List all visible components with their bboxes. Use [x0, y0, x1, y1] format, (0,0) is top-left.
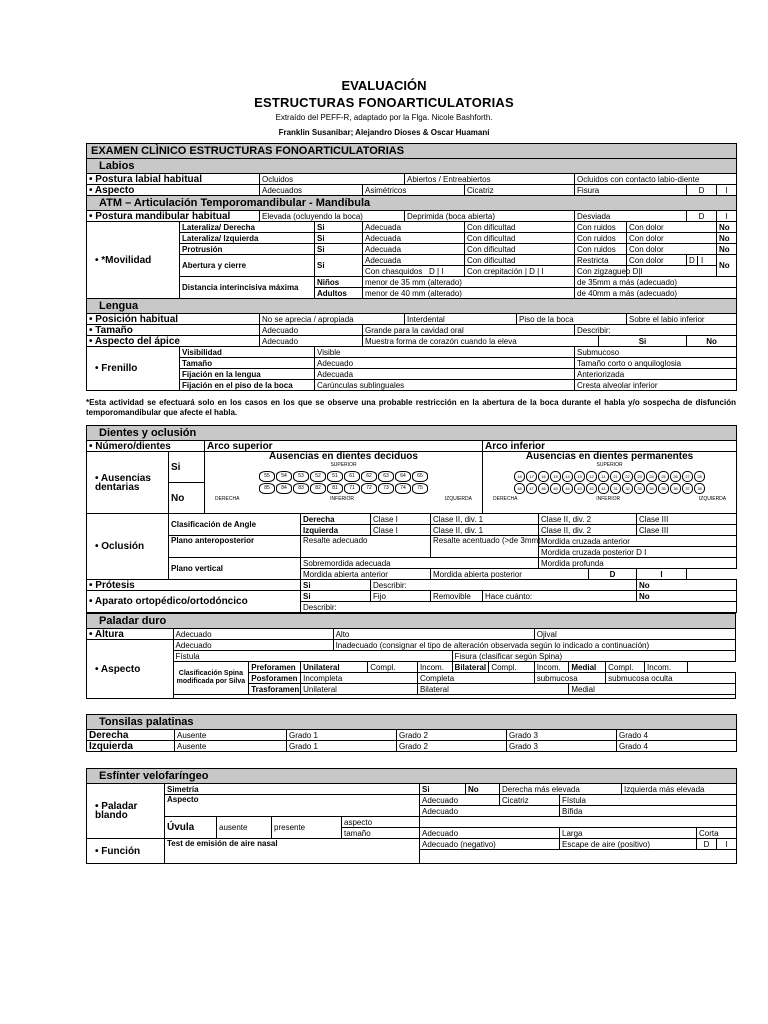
- movilidad-label: • *Movilidad: [87, 222, 180, 299]
- option-deprimida[interactable]: Deprimida (boca abierta): [405, 211, 575, 222]
- dientes-title: Dientes y oclusión: [87, 426, 737, 441]
- tonsilas-table: [86, 714, 737, 752]
- option-adecuados[interactable]: Adecuados: [260, 185, 363, 196]
- option-compl[interactable]: Compl.: [368, 662, 418, 673]
- option-no[interactable]: No: [717, 244, 737, 255]
- tooth-31[interactable]: 31: [610, 483, 621, 494]
- option-clase-3[interactable]: Clase III: [637, 525, 737, 536]
- option-grado-1[interactable]: Grado 1: [287, 730, 397, 741]
- option-con-dificultad[interactable]: Con dificultad: [465, 222, 575, 233]
- option-completa[interactable]: Completa: [417, 673, 534, 684]
- option-con-dolor[interactable]: Con dolor: [627, 244, 717, 255]
- option-clase-1[interactable]: Clase I: [371, 514, 431, 525]
- inferior-label: INFERIOR: [330, 496, 355, 502]
- oclusion-label: • Oclusión: [87, 514, 169, 580]
- option-inadecuado[interactable]: Inadecuado (consignar el tipo de alteración observada según lo indicado a continuación): [333, 640, 735, 651]
- option-i-text: I: [697, 256, 703, 265]
- option-si[interactable]: Si: [420, 784, 466, 795]
- option-no-se-aprecia[interactable]: No se aprecia / apropiada: [260, 314, 405, 325]
- option-con-dificultad[interactable]: Con dificultad: [465, 244, 575, 255]
- tooth-32[interactable]: 32: [622, 483, 633, 494]
- paladar-duro-title: Paladar duro: [87, 614, 736, 629]
- option-alto[interactable]: Alto: [333, 629, 534, 640]
- tooth-13[interactable]: 13: [574, 471, 585, 482]
- derecha-label: DERECHA: [215, 496, 240, 502]
- crepitacion-text: Con crepitación: [467, 266, 523, 276]
- option-adecuada[interactable]: Adecuada: [363, 222, 465, 233]
- deciduos-title: Ausencias en dientes deciduos: [269, 451, 418, 462]
- option-resalte-acentuado[interactable]: Resalte acentuado (>de 3mm): [431, 536, 539, 558]
- tooth-16[interactable]: 16: [538, 471, 549, 482]
- tooth-42[interactable]: 42: [586, 483, 597, 494]
- tooth-24[interactable]: 24: [646, 471, 657, 482]
- option-con-dificultad[interactable]: Con dificultad: [465, 233, 575, 244]
- frenillo-label: • Frenillo: [87, 347, 180, 391]
- aparato-label: • Aparato ortopédico/ortodóncico: [87, 591, 301, 613]
- tooth-25[interactable]: 25: [658, 471, 669, 482]
- option-elevada[interactable]: Elevada (ocluyendo la boca): [260, 211, 405, 222]
- option-grado-4[interactable]: Grado 4: [617, 730, 737, 741]
- option-derecha-elevada[interactable]: Derecha más elevada: [500, 784, 622, 795]
- option-clase-2-div-1[interactable]: Clase II, div. 1: [431, 514, 539, 525]
- option-ausente[interactable]: Ausente: [175, 741, 287, 752]
- frenillo-option[interactable]: Adecuado: [315, 358, 575, 369]
- option-fistula[interactable]: Fístula: [560, 795, 737, 806]
- option-compl[interactable]: Compl.: [606, 662, 645, 673]
- paladar-duro-table: [86, 613, 736, 699]
- permanentes-title: Ausencias en dientes permanentes: [525, 451, 694, 462]
- option-mordida-abierta-anterior[interactable]: Mordida abierta anterior: [301, 569, 431, 580]
- tooth-34[interactable]: 34: [646, 483, 657, 494]
- tooth-33[interactable]: 33: [634, 483, 645, 494]
- option-con-dolor[interactable]: Con dolor: [627, 222, 717, 233]
- option-asimetricos[interactable]: Asimétricos: [363, 185, 465, 196]
- tooth-45[interactable]: 45: [550, 483, 561, 494]
- tooth-12[interactable]: 12: [586, 471, 597, 482]
- option-adecuada[interactable]: Adecuada: [363, 233, 465, 244]
- option-si[interactable]: Si: [301, 580, 371, 591]
- vertical-label: Plano vertical: [169, 558, 301, 580]
- tooth-46[interactable]: 46: [538, 483, 549, 494]
- tooth-85[interactable]: 85: [259, 483, 275, 494]
- option-adultos-adecuado[interactable]: de 40mm a más (adecuado): [575, 288, 737, 299]
- option-d-text: D: [529, 266, 535, 276]
- esfinter-section: [86, 768, 736, 864]
- option-adecuado[interactable]: Adecuado: [420, 806, 560, 817]
- option-i[interactable]: I: [717, 211, 737, 222]
- option-no[interactable]: No: [637, 591, 737, 602]
- tooth-48[interactable]: 48: [514, 483, 525, 494]
- option-no[interactable]: No: [717, 222, 737, 233]
- esfinter-title: Esfínter velofaríngeo: [87, 769, 737, 784]
- footnote: *Esta actividad se efectuará solo en los casos en los que se observe una probable restricción en la abertura de la boca durante el habla y/o sospecha de disfunción temporomandibular que afecte el habla.: [86, 398, 736, 417]
- option-con-dolor[interactable]: Con dolor: [627, 233, 717, 244]
- doc-subtitle: ESTRUCTURAS FONOARTICULATORIAS: [254, 95, 514, 110]
- option-ocluidos-contacto[interactable]: Ocluidos con contacto labio-diente: [575, 174, 737, 185]
- describir-field[interactable]: Describir:: [575, 325, 737, 336]
- option-con-chasquidos[interactable]: Con chasquidos D | I: [363, 266, 465, 277]
- option-i[interactable]: I: [717, 839, 737, 850]
- option-ojival[interactable]: Ojival: [534, 629, 735, 640]
- postura-mandibular-label: • Postura mandibular habitual: [87, 211, 260, 222]
- option-i-text: I: [441, 266, 444, 276]
- deciduos-superior-row: [207, 471, 480, 482]
- numero-dientes-label: • Número/dientes: [87, 441, 205, 452]
- uvula-label: Úvula: [165, 817, 217, 839]
- tooth-63[interactable]: 63: [378, 471, 394, 482]
- option-corta[interactable]: Corta: [697, 828, 737, 839]
- tooth-55[interactable]: 55: [259, 471, 275, 482]
- tonsilas-title: Tonsilas palatinas: [87, 715, 737, 730]
- option-si[interactable]: Si: [169, 452, 205, 483]
- option-grado-4[interactable]: Grado 4: [617, 741, 737, 752]
- option-grande[interactable]: Grande para la cavidad oral: [363, 325, 575, 336]
- lengua-title: Lengua: [87, 299, 737, 314]
- arco-inferior-field[interactable]: Arco inferior: [483, 441, 737, 452]
- option-ocluidos[interactable]: Ocluidos: [260, 174, 405, 185]
- ausencias-label: • Ausencias dentarias: [87, 452, 169, 514]
- option-piso-boca[interactable]: Piso de la boca: [517, 314, 627, 325]
- tooth-52[interactable]: 52: [310, 471, 326, 482]
- option-removible[interactable]: Removible: [431, 591, 483, 602]
- lat-der-label: Lateraliza/ Derecha: [180, 222, 315, 233]
- angle-label: Clasificación de Angle: [169, 514, 301, 536]
- tooth-44[interactable]: 44: [562, 483, 573, 494]
- option-grado-3[interactable]: Grado 3: [507, 741, 617, 752]
- aspecto-sub-label: aspecto: [342, 817, 420, 828]
- medial-label: Medial: [569, 662, 606, 673]
- option-no[interactable]: No: [466, 784, 500, 795]
- hace-cuanto-field[interactable]: Hace cuánto:: [483, 591, 637, 602]
- derecha-label: Derecha: [301, 514, 371, 525]
- permanentes-superior-row: [485, 471, 734, 482]
- option-incom[interactable]: Incom.: [534, 662, 569, 673]
- protesis-label: • Prótesis: [87, 580, 301, 591]
- lat-izq-label: Lateraliza/ Izquierda: [180, 233, 315, 244]
- spina-label: Clasificación Spina modificada por Silva: [173, 662, 249, 695]
- chasquidos-text: Con chasquidos: [365, 266, 423, 276]
- option-i-text: I: [541, 266, 544, 276]
- tamano-sub-label: tamaño: [342, 828, 420, 839]
- option-con-ruidos[interactable]: Con ruidos: [575, 244, 627, 255]
- exam-section-1: [86, 143, 736, 391]
- tooth-74[interactable]: 74: [395, 483, 411, 494]
- option-si[interactable]: Si: [315, 244, 363, 255]
- labios-title: Labios: [87, 159, 737, 174]
- option-d-text: D: [632, 266, 639, 276]
- option-mordida-cruzada-posterior[interactable]: Mordida cruzada posterior D I: [539, 547, 737, 558]
- option-presente[interactable]: presente: [272, 817, 342, 839]
- atm-title: ATM – Articulación Temporomandibular - Mandíbula: [87, 196, 737, 211]
- tamano-label: • Tamaño: [87, 325, 260, 336]
- izquierda-label: IZQUIERDA: [698, 496, 727, 502]
- unilateral-label: Unilateral: [301, 662, 368, 673]
- frenillo-row-label: Visibilidad: [180, 347, 315, 358]
- option-bifida[interactable]: Bífida: [560, 806, 737, 817]
- option-adecuado[interactable]: Adecuado: [260, 336, 363, 347]
- protrusion-label: Protrusión: [180, 244, 315, 255]
- izquierda-label: Izquierda: [301, 525, 371, 536]
- option-d[interactable]: D: [589, 569, 637, 580]
- frenillo-row-label: Fijación en el piso de la boca: [180, 380, 315, 391]
- aspecto-labios-label: • Aspecto: [87, 185, 260, 196]
- tooth-11[interactable]: 11: [598, 471, 609, 482]
- posforamen-label: Posforamen: [249, 673, 301, 684]
- tooth-47[interactable]: 47: [526, 483, 537, 494]
- frenillo-option[interactable]: Cresta alveolar inferior: [575, 380, 737, 391]
- exam-table-1: [86, 143, 737, 391]
- tooth-82[interactable]: 82: [310, 483, 326, 494]
- option-grado-1[interactable]: Grado 1: [287, 741, 397, 752]
- tooth-35[interactable]: 35: [658, 483, 669, 494]
- option-larga[interactable]: Larga: [560, 828, 697, 839]
- option-ausente[interactable]: Ausente: [175, 730, 287, 741]
- deciduos-chart: [205, 452, 483, 514]
- tooth-62[interactable]: 62: [361, 471, 377, 482]
- tooth-51[interactable]: 51: [327, 471, 343, 482]
- doc-authors: Franklin Susanibar; Alejandro Dioses & Oscar Huamaní: [278, 128, 490, 137]
- tooth-22[interactable]: 22: [622, 471, 633, 482]
- option-adecuada[interactable]: Adecuada: [363, 255, 465, 266]
- option-no[interactable]: No: [717, 255, 737, 277]
- simetria-label: Simetría: [165, 784, 420, 795]
- zigzagueo-text: Con zigzagueo: [577, 266, 631, 276]
- option-grado-2[interactable]: Grado 2: [397, 741, 507, 752]
- option-con-ruidos[interactable]: Con ruidos: [575, 222, 627, 233]
- option-compl[interactable]: Compl.: [489, 662, 534, 673]
- tooth-18[interactable]: 18: [514, 471, 525, 482]
- option-si[interactable]: Si: [599, 336, 687, 347]
- option-si[interactable]: Si: [315, 233, 363, 244]
- arco-superior-field[interactable]: Arco superior: [205, 441, 483, 452]
- option-d[interactable]: D: [687, 211, 717, 222]
- option-adecuado[interactable]: Adecuado: [420, 828, 560, 839]
- tonsilas-section: [86, 714, 736, 752]
- option-medial[interactable]: Medial: [569, 684, 736, 695]
- exam-section-2: [86, 425, 736, 699]
- option-adecuada[interactable]: Adecuada: [363, 244, 465, 255]
- abertura-label: Abertura y cierre: [180, 255, 315, 277]
- tooth-73[interactable]: 73: [378, 483, 394, 494]
- deciduos-inferior-row: [207, 483, 480, 494]
- option-d[interactable]: [687, 255, 717, 266]
- option-grado-3[interactable]: Grado 3: [507, 730, 617, 741]
- aspecto-label: Aspecto: [165, 795, 420, 817]
- option-cicatriz[interactable]: Cicatriz: [500, 795, 560, 806]
- option-no[interactable]: No: [169, 483, 205, 514]
- tooth-81[interactable]: 81: [327, 483, 343, 494]
- tooth-14[interactable]: 14: [562, 471, 573, 482]
- tooth-26[interactable]: 26: [670, 471, 681, 482]
- posicion-label: • Posición habitual: [87, 314, 260, 325]
- option-forma-corazon[interactable]: Muestra forma de corazón cuando la eleva: [363, 336, 599, 347]
- option-adecuado[interactable]: Adecuado: [173, 640, 333, 651]
- tooth-64[interactable]: 64: [395, 471, 411, 482]
- option-adecuado-negativo[interactable]: Adecuado (negativo): [420, 839, 560, 850]
- tooth-17[interactable]: 17: [526, 471, 537, 482]
- derecha-label: DERECHA: [493, 496, 518, 502]
- anteroposterior-label: Plano anteroposterior: [169, 536, 301, 558]
- option-fijo[interactable]: Fijo: [371, 591, 431, 602]
- superior-label: SUPERIOR: [596, 462, 623, 468]
- option-izquierda-elevada[interactable]: Izquierda más elevada: [622, 784, 737, 795]
- option-fisura[interactable]: Fisura: [575, 185, 687, 196]
- option-incom[interactable]: Incom.: [417, 662, 452, 673]
- option-unilateral[interactable]: Unilateral: [301, 684, 418, 695]
- paladar-blando-label: • Paladar blando: [87, 784, 165, 839]
- option-con-zigzagueo[interactable]: Con zigzagueo D|I: [575, 266, 627, 277]
- superior-label: SUPERIOR: [330, 462, 357, 468]
- option-no[interactable]: No: [637, 580, 737, 591]
- altura-label: • Altura: [87, 629, 174, 640]
- option-cicatriz[interactable]: Cicatriz: [465, 185, 575, 196]
- tooth-61[interactable]: 61: [344, 471, 360, 482]
- option-con-dificultad[interactable]: Con dificultad: [465, 255, 575, 266]
- frenillo-option[interactable]: Submucoso: [575, 347, 737, 358]
- option-bilateral[interactable]: Bilateral: [417, 684, 568, 695]
- option-d[interactable]: D: [687, 185, 717, 196]
- option-clase-1[interactable]: Clase I: [371, 525, 431, 536]
- tooth-36[interactable]: 36: [670, 483, 681, 494]
- option-sobremordida[interactable]: Sobremordida adecuada: [301, 558, 539, 569]
- doc-source: Extraído del PEFF-R, adaptado por la Flga. Nicole Bashforth.: [275, 113, 493, 122]
- frenillo-option[interactable]: Visible: [315, 347, 575, 358]
- option-clase-3[interactable]: Clase III: [637, 514, 737, 525]
- tonsila-izquierda-label: Izquierda: [87, 741, 175, 752]
- option-incom[interactable]: Incom.: [645, 662, 688, 673]
- tooth-38[interactable]: 38: [694, 483, 705, 494]
- spacer: [420, 850, 737, 864]
- describir-field[interactable]: Describir:: [301, 602, 737, 613]
- tooth-23[interactable]: 23: [634, 471, 645, 482]
- option-clase-2-div-2[interactable]: Clase II, div. 2: [539, 514, 637, 525]
- exam-table-2: [86, 425, 737, 613]
- option-incompleta[interactable]: Incompleta: [301, 673, 418, 684]
- tooth-28[interactable]: 28: [694, 471, 705, 482]
- option-escape-positivo[interactable]: Escape de aire (positivo): [560, 839, 697, 850]
- funcion-label: • Función: [87, 839, 165, 864]
- frenillo-row-label: Fijación en la lengua: [180, 369, 315, 380]
- option-fisura[interactable]: Fisura (clasificar según Spina): [452, 651, 735, 662]
- izquierda-label: IZQUIERDA: [444, 496, 472, 502]
- tooth-21[interactable]: 21: [610, 471, 621, 482]
- apice-label: • Aspecto del ápice: [87, 336, 260, 347]
- option-submucosa-oculta[interactable]: submucosa oculta: [606, 673, 736, 684]
- option-no[interactable]: No: [717, 233, 737, 244]
- permanentes-inferior-row: [485, 483, 734, 494]
- tooth-72[interactable]: 72: [361, 483, 377, 494]
- option-i-text: I: [640, 266, 643, 276]
- option-ninos-alterado[interactable]: menor de 35 mm (alterado): [363, 277, 575, 288]
- describir-field[interactable]: Describir:: [371, 580, 637, 591]
- option-con-crepitacion[interactable]: Con crepitación | D | I: [465, 266, 575, 277]
- option-clase-2-div-2[interactable]: Clase II, div. 2: [539, 525, 637, 536]
- option-submucosa[interactable]: submucosa: [534, 673, 605, 684]
- option-con-dolor[interactable]: Con dolor: [627, 255, 687, 266]
- bilateral-label: Bilateral: [452, 662, 489, 673]
- option-i[interactable]: I: [637, 569, 687, 580]
- ninos-label: Niños: [315, 277, 363, 288]
- option-adultos-alterado[interactable]: menor de 40 mm (alterado): [363, 288, 575, 299]
- tooth-75[interactable]: 75: [412, 483, 428, 494]
- option-si[interactable]: Si: [301, 591, 371, 602]
- exam-title: EXAMEN CLÌNICO ESTRUCTURAS FONOARTICULATORIAS: [87, 144, 737, 159]
- inferior-label: INFERIOR: [596, 496, 621, 502]
- option-abiertos[interactable]: Abiertos / Entreabiertos: [405, 174, 575, 185]
- frenillo-option[interactable]: Anteriorizada: [575, 369, 737, 380]
- option-restricta[interactable]: Restricta: [575, 255, 627, 266]
- option-i[interactable]: I: [717, 185, 737, 196]
- option-clase-2-div-1[interactable]: Clase II, div. 1: [431, 525, 539, 536]
- tooth-65[interactable]: 65: [412, 471, 428, 482]
- permanentes-chart: [483, 452, 737, 514]
- option-no[interactable]: No: [687, 336, 737, 347]
- option-adecuado[interactable]: Adecuado: [420, 795, 500, 806]
- spacer: [173, 695, 735, 699]
- esfinter-table: [86, 768, 737, 864]
- option-si[interactable]: Si: [315, 222, 363, 233]
- trasforamen-label: Trasforamen: [249, 684, 301, 695]
- tooth-54[interactable]: 54: [276, 471, 292, 482]
- tooth-71[interactable]: 71: [344, 483, 360, 494]
- tooth-15[interactable]: 15: [550, 471, 561, 482]
- preforamen-label: Preforamen: [249, 662, 301, 673]
- frenillo-option[interactable]: Tamaño corto o anquiloglosia: [575, 358, 737, 369]
- option-d-text: D: [689, 255, 695, 265]
- option-si[interactable]: Si: [315, 255, 363, 277]
- test-label: Test de emisión de aire nasal: [165, 839, 420, 864]
- postura-labial-label: • Postura labial habitual: [87, 174, 260, 185]
- option-mordida-cruzada-anterior[interactable]: Mordida cruzada anterior: [539, 536, 737, 547]
- tooth-84[interactable]: 84: [276, 483, 292, 494]
- tonsila-derecha-label: Derecha: [87, 730, 175, 741]
- aspecto-paladar-label: • Aspecto: [87, 640, 174, 699]
- option-desviada[interactable]: Desviada: [575, 211, 687, 222]
- option-ninos-adecuado[interactable]: de 35mm a más (adecuado): [575, 277, 737, 288]
- tooth-53[interactable]: 53: [293, 471, 309, 482]
- tooth-41[interactable]: 41: [598, 483, 609, 494]
- tooth-37[interactable]: 37: [682, 483, 693, 494]
- option-con-ruidos[interactable]: Con ruidos: [575, 233, 627, 244]
- option-resalte-adecuado[interactable]: Resalte adecuado: [301, 536, 431, 558]
- option-ausente[interactable]: ausente: [217, 817, 272, 839]
- option-mordida-profunda[interactable]: Mordida profunda: [539, 558, 737, 569]
- option-d[interactable]: D: [697, 839, 717, 850]
- option-adecuado[interactable]: Adecuado: [260, 325, 363, 336]
- frenillo-option[interactable]: Carúnculas sublinguales: [315, 380, 575, 391]
- tooth-83[interactable]: 83: [293, 483, 309, 494]
- distancia-label: Distancia interincisiva máxima: [180, 277, 315, 299]
- option-fistula[interactable]: Fístula: [173, 651, 452, 662]
- spacer: [420, 817, 737, 828]
- frenillo-row-label: Tamaño: [180, 358, 315, 369]
- frenillo-option[interactable]: Adecuada: [315, 369, 575, 380]
- tooth-27[interactable]: 27: [682, 471, 693, 482]
- option-d-text: D: [429, 266, 435, 276]
- option-sobre-labio[interactable]: Sobre el labio inferior: [627, 314, 737, 325]
- option-interdental[interactable]: Interdental: [405, 314, 517, 325]
- doc-title: EVALUACIÓN: [341, 78, 427, 93]
- option-mordida-abierta-posterior[interactable]: Mordida abierta posterior: [431, 569, 589, 580]
- option-adecuado[interactable]: Adecuado: [173, 629, 333, 640]
- tooth-43[interactable]: 43: [574, 483, 585, 494]
- option-grado-2[interactable]: Grado 2: [397, 730, 507, 741]
- adultos-label: Adultos: [315, 288, 363, 299]
